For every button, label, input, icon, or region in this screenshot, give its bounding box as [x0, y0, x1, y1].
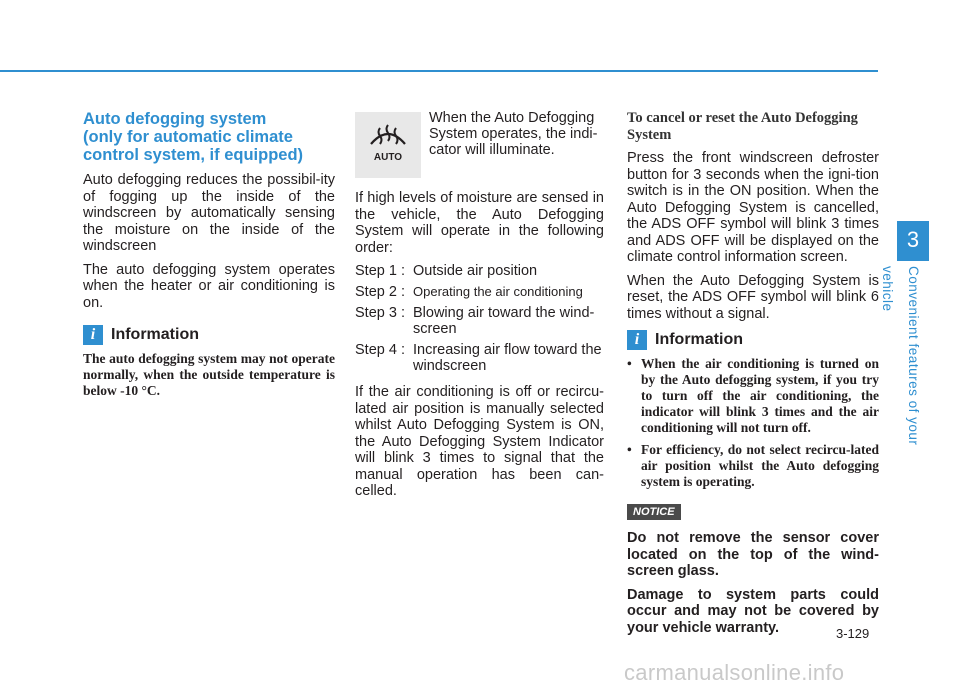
step-label: Step 4 :	[355, 342, 405, 358]
information-bullet	[627, 356, 879, 436]
step-item	[355, 284, 604, 300]
notice-sensor-text: Do not remove the sensor cover located on the top of the wind-screen glass.	[627, 530, 879, 579]
cancel-paragraph: Press the front windscreen defroster button for 3 seconds when the igni-tion switch is in the ON position. When the Auto Defogging System is cancelled, the ADS OFF symbol will blink 3 times and ADS OFF will be displayed on the climate control information screen.	[627, 150, 879, 265]
chapter-title: Convenient features of your vehicle	[880, 266, 921, 446]
info-icon: i	[627, 330, 647, 350]
information-bullet	[627, 442, 879, 490]
chapter-tab: 3	[897, 221, 929, 261]
operation-paragraph: The auto defogging system operates when the heater or air conditioning is on.	[83, 261, 335, 311]
step-text: Operating the air conditioning	[413, 284, 583, 299]
step-label: Step 1 :	[355, 263, 405, 279]
step-item	[355, 305, 604, 337]
step-item	[355, 263, 604, 279]
reset-paragraph: When the Auto Defogging System is reset, the ADS OFF symbol will blink 6 times without a signal.	[627, 272, 879, 322]
intro-paragraph: Auto defogging reduces the possibil-ity of fogging up the inside of the windscreen by automatically sensing the moisture on the inside of the windscreen	[83, 172, 335, 254]
defrost-icon	[365, 120, 411, 150]
bullet-icon: •	[627, 442, 632, 457]
indicator-description: When the Auto Defogging System operates, the indi-cator will illuminate.	[429, 110, 598, 158]
step-text: Blowing air toward the wind-screen	[413, 305, 595, 337]
information-text: The auto defogging system may not operate normally, when the outside temperature is below -10 °C.	[83, 351, 335, 398]
page-number: 3-129	[836, 626, 870, 641]
indicator-block	[355, 110, 604, 180]
information-header	[627, 330, 879, 350]
auto-label: AUTO	[373, 152, 403, 163]
information-header	[83, 325, 335, 345]
header-rule	[0, 70, 878, 72]
watermark: carmanualsonline.info	[624, 660, 845, 685]
section-title-line-1: Auto defogging system	[83, 110, 267, 128]
information-label: Information	[111, 326, 199, 343]
cancel-reset-heading: To cancel or reset the Auto Defogging System	[627, 110, 858, 143]
step-label: Step 3 :	[355, 305, 405, 321]
information-label: Information	[655, 331, 743, 348]
bullet-text: For efficiency, do not select recircu-lated air position whilst the Auto defogging system is operating.	[641, 442, 879, 489]
notice-damage-text: Damage to system parts could occur and may not be covered by your vehicle warranty.	[627, 586, 879, 636]
step-text: Outside air position	[413, 263, 538, 279]
step-item	[355, 342, 604, 374]
step-text: Increasing air flow toward the windscreen	[413, 342, 602, 374]
bullet-text: When the air conditioning is turned on by the Auto defogging system, if you try to turn off the air conditioning, the indicator will blink 3 times and the air conditioning will not turn off.	[641, 356, 879, 435]
step-label: Step 2 :	[355, 284, 405, 300]
section-title	[83, 110, 335, 164]
section-title-line-2: (only for automatic climate	[83, 128, 293, 146]
bullet-icon: •	[627, 356, 632, 371]
info-icon: i	[83, 325, 103, 345]
section-title-line-3: control system, if equipped)	[83, 146, 304, 164]
recirculation-paragraph: If the air conditioning is off or recircu-lated air position is manually selected whilst Auto Defogging System is ON, the Auto Defogging System Indicator will blink 3 times to signal that the manual operation has been can-celled.	[355, 384, 604, 499]
column-3	[627, 110, 879, 643]
moisture-paragraph: If high levels of moisture are sensed in the vehicle, the Auto Defogging System will operate in the following order:	[355, 190, 604, 256]
column-2	[355, 110, 604, 507]
steps-list	[355, 263, 604, 374]
notice-badge: NOTICE	[627, 504, 681, 520]
auto-defog-indicator-image	[355, 112, 421, 178]
column-1	[83, 110, 335, 399]
